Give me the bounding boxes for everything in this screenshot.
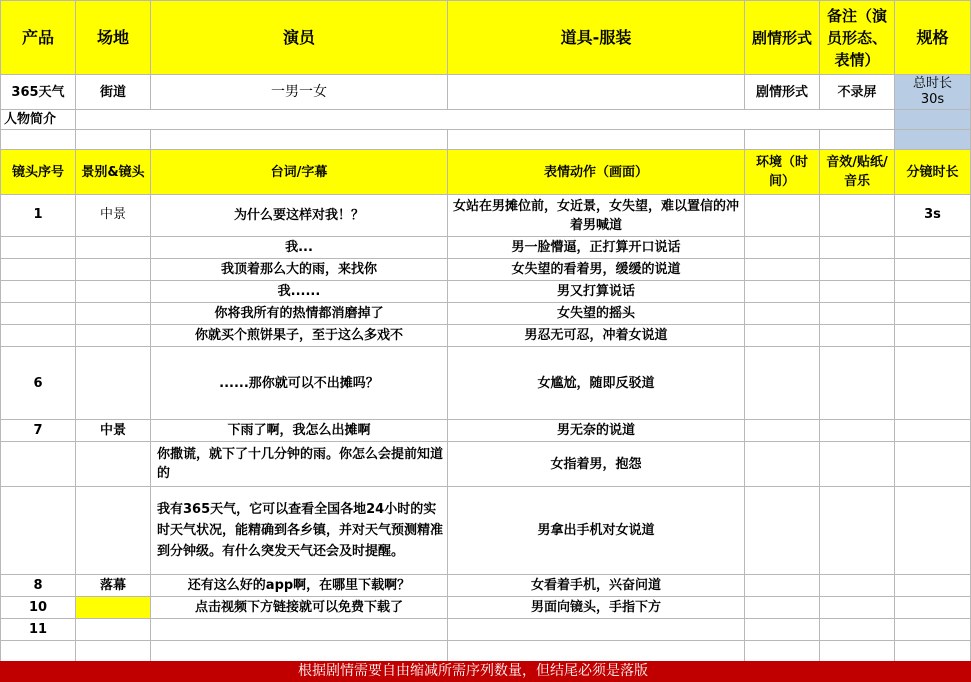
shot-scene[interactable] [76, 237, 151, 259]
shot-no[interactable]: 11 [1, 619, 76, 641]
shot-header-sfx[interactable]: 音效/贴纸/音乐 [820, 150, 895, 195]
info-notes[interactable]: 不录屏 [820, 75, 895, 110]
shot-no[interactable]: 7 [1, 420, 76, 442]
shot-dialogue[interactable]: 我有365天气，它可以查看全国各地24小时的实时天气状况，能精确到各乡镇，并对天气预测精准到分钟级。有什么突发天气还会及时提醒。 [151, 487, 448, 575]
blank-cell[interactable] [745, 130, 820, 150]
header-venue[interactable]: 场地 [76, 1, 151, 75]
shot-no[interactable] [1, 641, 76, 663]
shot-no[interactable] [1, 281, 76, 303]
shot-env[interactable] [745, 619, 820, 641]
blank-cell[interactable] [448, 130, 745, 150]
shot-dialogue[interactable]: 我顶着那么大的雨，来找你 [151, 259, 448, 281]
shot-duration[interactable] [895, 487, 971, 575]
shot-sfx[interactable] [820, 259, 895, 281]
shot-duration[interactable] [895, 237, 971, 259]
footer-note-bar [0, 661, 971, 682]
shot-sfx[interactable] [820, 325, 895, 347]
footer-note: 根据剧情需要自由缩减所需序列数量，但结尾必须是落版 [298, 663, 648, 679]
shot-sfx[interactable] [820, 575, 895, 597]
shot-duration[interactable] [895, 619, 971, 641]
header-plot-form[interactable]: 剧情形式 [745, 1, 820, 75]
table-row [1, 420, 971, 442]
shot-env[interactable] [745, 347, 820, 420]
shot-header-env[interactable]: 环境（时间） [745, 150, 820, 195]
shot-action[interactable]: 男忍无可忍，冲着女说道 [448, 325, 745, 347]
blank-cell[interactable] [76, 130, 151, 150]
character-intro-cell[interactable] [76, 110, 895, 130]
shot-scene[interactable] [76, 442, 151, 487]
shot-env[interactable] [745, 325, 820, 347]
shot-sfx[interactable] [820, 237, 895, 259]
info-row [1, 75, 971, 110]
shot-sfx[interactable] [820, 641, 895, 663]
table-row [1, 597, 971, 619]
info-plot-form[interactable]: 剧情形式 [745, 75, 820, 110]
shot-header-action[interactable]: 表情动作（画面） [448, 150, 745, 195]
table-row [1, 442, 971, 487]
shot-duration[interactable] [895, 303, 971, 325]
shot-dialogue[interactable]: 还有这么好的app啊，在哪里下载啊？ [151, 575, 448, 597]
info-props[interactable] [448, 75, 745, 110]
shot-action[interactable] [448, 619, 745, 641]
shot-sfx[interactable] [820, 597, 895, 619]
header-actors[interactable]: 演员 [151, 1, 448, 75]
shot-dialogue[interactable]: 你将我所有的热情都消磨掉了 [151, 303, 448, 325]
table-row [1, 325, 971, 347]
table-row [1, 619, 971, 641]
shot-dialogue[interactable]: 我... [151, 237, 448, 259]
shot-no[interactable]: 10 [1, 597, 76, 619]
table-row [1, 641, 971, 663]
shot-action[interactable]: 女站在男摊位前，女近景，女失望，难以置信的冲着男喊道 [448, 195, 745, 237]
character-intro-spec[interactable] [895, 110, 971, 130]
shot-header-dialogue[interactable]: 台词/字幕 [151, 150, 448, 195]
shot-dialogue[interactable]: ......那你就可以不出摊吗？ [151, 347, 448, 420]
info-venue[interactable]: 街道 [76, 75, 151, 110]
shot-scene[interactable] [76, 619, 151, 641]
shot-no[interactable] [1, 487, 76, 575]
shot-env[interactable] [745, 442, 820, 487]
table-row [1, 487, 971, 575]
shot-action[interactable]: 女看着手机，兴奋问道 [448, 575, 745, 597]
shot-env[interactable] [745, 420, 820, 442]
shot-scene[interactable]: 落幕 [76, 575, 151, 597]
shot-sfx[interactable] [820, 619, 895, 641]
shot-no[interactable] [1, 442, 76, 487]
shot-scene[interactable] [76, 597, 151, 619]
shot-sfx[interactable] [820, 487, 895, 575]
table-row [1, 281, 971, 303]
table-row [1, 237, 971, 259]
table-row [1, 303, 971, 325]
shot-scene[interactable] [76, 487, 151, 575]
shot-dialogue[interactable] [151, 619, 448, 641]
character-intro-row [1, 110, 971, 130]
shot-action[interactable]: 男又打算说话 [448, 281, 745, 303]
shot-duration[interactable] [895, 442, 971, 487]
shot-scene[interactable]: 中景 [76, 420, 151, 442]
shot-dialogue[interactable]: 下雨了啊，我怎么出摊啊 [151, 420, 448, 442]
shot-header-scene[interactable]: 景别&镜头 [76, 150, 151, 195]
shot-dialogue[interactable]: 我...... [151, 281, 448, 303]
shot-scene[interactable]: 中景 [76, 195, 151, 237]
shot-header-no[interactable]: 镜头序号 [1, 150, 76, 195]
shot-scene[interactable] [76, 641, 151, 663]
shot-dialogue[interactable]: 你就买个煎饼果子，至于这么多戏不 [151, 325, 448, 347]
header-row [1, 1, 971, 75]
shot-env[interactable] [745, 303, 820, 325]
shot-dialogue[interactable]: 为什么要这样对我！？ [151, 195, 448, 237]
shot-duration[interactable] [895, 597, 971, 619]
shot-sfx[interactable] [820, 347, 895, 420]
shot-duration[interactable] [895, 347, 971, 420]
shot-sfx[interactable] [820, 442, 895, 487]
shot-no[interactable] [1, 259, 76, 281]
shot-env[interactable] [745, 487, 820, 575]
shot-no[interactable]: 1 [1, 195, 76, 237]
shot-env[interactable] [745, 259, 820, 281]
header-notes[interactable]: 备注（演员形态、表情） [820, 1, 895, 75]
table-row [1, 195, 971, 237]
shot-dialogue[interactable] [151, 641, 448, 663]
header-product[interactable]: 产品 [1, 1, 76, 75]
shot-no[interactable]: 8 [1, 575, 76, 597]
shot-action[interactable]: 女失望的看着男，缓缓的说道 [448, 259, 745, 281]
shot-duration[interactable] [895, 420, 971, 442]
shot-scene[interactable] [76, 325, 151, 347]
info-product[interactable]: 365天气 [1, 75, 76, 110]
shot-scene[interactable] [76, 281, 151, 303]
shot-header-duration[interactable]: 分镜时长 [895, 150, 971, 195]
shot-duration[interactable] [895, 259, 971, 281]
info-spec[interactable]: 总时长30s [895, 75, 971, 110]
shot-action[interactable]: 男面向镜头，手指下方 [448, 597, 745, 619]
table-row [1, 575, 971, 597]
blank-cell[interactable] [820, 130, 895, 150]
blank-cell[interactable] [151, 130, 448, 150]
shot-no[interactable] [1, 237, 76, 259]
character-intro-label[interactable]: 人物简介 [1, 110, 76, 130]
shot-duration[interactable] [895, 281, 971, 303]
header-props[interactable]: 道具-服装 [448, 1, 745, 75]
shot-sfx[interactable] [820, 303, 895, 325]
shot-scene[interactable] [76, 259, 151, 281]
shot-header-row [1, 150, 971, 195]
shot-dialogue[interactable]: 点击视频下方链接就可以免费下载了 [151, 597, 448, 619]
shot-dialogue[interactable]: 你撒谎，就下了十几分钟的雨。你怎么会提前知道的 [151, 442, 448, 487]
shot-env[interactable] [745, 641, 820, 663]
shot-scene[interactable] [76, 347, 151, 420]
shot-sfx[interactable] [820, 195, 895, 237]
shot-action[interactable]: 男一脸懵逼，正打算开口说话 [448, 237, 745, 259]
blank-cell[interactable] [895, 130, 971, 150]
shot-duration[interactable] [895, 575, 971, 597]
shot-duration[interactable]: 3s [895, 195, 971, 237]
header-spec[interactable]: 规格 [895, 1, 971, 75]
shot-action[interactable]: 男无奈的说道 [448, 420, 745, 442]
shot-duration[interactable] [895, 641, 971, 663]
shot-action[interactable]: 女尴尬，随即反驳道 [448, 347, 745, 420]
shot-action[interactable]: 女指着男，抱怨 [448, 442, 745, 487]
shot-env[interactable] [745, 281, 820, 303]
shot-env[interactable] [745, 597, 820, 619]
blank-row [1, 130, 971, 150]
shot-duration[interactable] [895, 325, 971, 347]
shot-sfx[interactable] [820, 281, 895, 303]
shot-no[interactable]: 6 [1, 347, 76, 420]
shot-action[interactable]: 女失望的摇头 [448, 303, 745, 325]
shot-env[interactable] [745, 237, 820, 259]
shot-env[interactable] [745, 575, 820, 597]
table-row [1, 259, 971, 281]
shot-action[interactable]: 男拿出手机对女说道 [448, 487, 745, 575]
info-actors[interactable]: 一男一女 [151, 75, 448, 110]
shot-sfx[interactable] [820, 420, 895, 442]
shot-env[interactable] [745, 195, 820, 237]
table-row [1, 347, 971, 420]
shot-action[interactable] [448, 641, 745, 663]
blank-cell[interactable] [1, 130, 76, 150]
shot-scene[interactable] [76, 303, 151, 325]
shot-no[interactable] [1, 303, 76, 325]
shot-no[interactable] [1, 325, 76, 347]
